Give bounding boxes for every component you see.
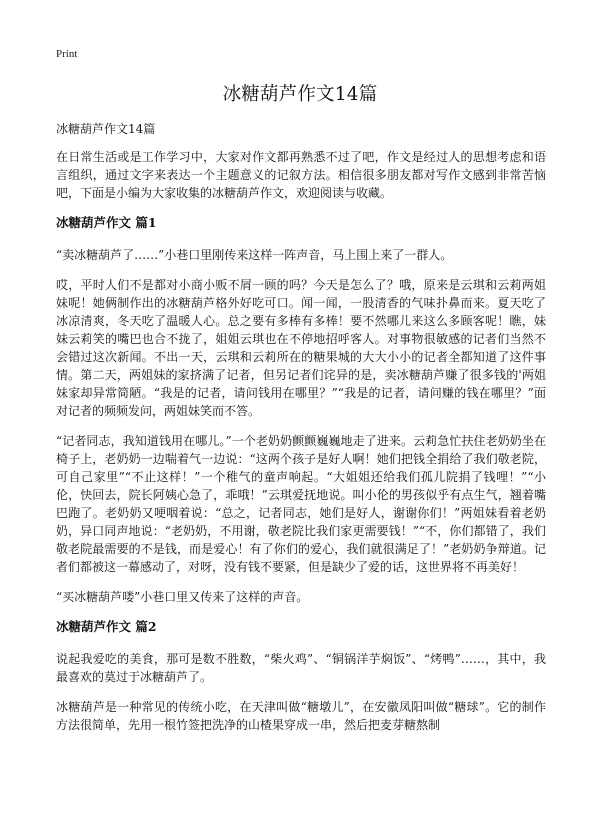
section-2-paragraph-2: 冰糖葫芦是一种常见的传统小吃，在天津叫做“糖墩儿”，在安徽凤阳叫做“糖球”。它的制作方法很简单，先用一根竹签把洗净的山楂果穿成一串，然后把麦芽糖熬制 [56, 700, 546, 732]
intro-paragraph: 在日常生活或是工作学习中，大家对作文都再熟悉不过了吧，作文是经过人的思想考虑和语言组织，通过文字来表达一个主题意义的记叙方法。相信很多朋友都对写作文感到非常苦恼吧，下面是小编为大家收集的冰糖葫芦作文，欢迎阅读与收藏。 [56, 150, 546, 200]
section-2-paragraph-1: 说起我爱吃的美食，那可是数不胜数，“柴火鸡”、“铜锅洋芋焖饭”、“烤鸭”……，其中，我最喜欢的莫过于冰糖葫芦了。 [56, 652, 546, 684]
section-heading-1: 冰糖葫芦作文 篇1 [56, 215, 157, 230]
section-1-paragraph-3: “记者同志，我知道钱用在哪儿。”一个老奶奶颤颤巍巍地走了进来。云莉急忙扶住老奶奶坐在椅子上，老奶奶一边喘着气一边说：“这两个孩子是好人啊！她们把钱全捐给了我们敬老院，可自己家里”“不止这样！”一个稚气的童声响起。“大姐姐还给我们孤儿院捐了钱哩！”“小伦，快回去，院长阿姨心急了，乖哦！”云琪爱抚地说。叫小伦的男孩似乎有点生气，翘着嘴巴跑了。老奶奶又哽咽着说：“总之，记者同志，她们是好人，谢谢你们！”两姐妹看着老奶奶，异口同声地说：“老奶奶，不用谢，敬老院比我们家更需要钱！”“不，你们都错了，我们敬老院最需要的不是钱，而是爱心！有了你们的爱心，我们就很满足了！”老奶奶争辩道。记者们都被这一幕感动了，对呀，没有钱不要紧，但是缺少了爱的话，这世界将不再美好！ [56, 434, 546, 574]
section-1-paragraph-1: “卖冰糖葫芦了……”小巷口里刚传来这样一阵声音，马上围上来了一群人。 [56, 248, 453, 262]
print-link[interactable]: Print [56, 48, 78, 60]
section-1-paragraph-2: 哎，平时人们不是都对小商小贩不屑一顾的吗？今天是怎么了？哦，原来是云琪和云莉两姐妹呢！她俩制作出的冰糖葫芦格外好吃可口。闻一闻，一股清香的气味扑鼻而来。夏天吃了冰凉清爽，冬天吃了温暖人心。总之要有多棒有多棒！要不然哪儿来这么多顾客呢！瞧，妹妹云莉笑的嘴巴也合不拢了，姐姐云琪也在不停地招呼客人。对事物很敏感的记者们当然不会错过这次新闻。不出一天，云琪和云莉所在的糖果城的大大小小的记者全都知道了这件事情。第二天，两姐妹的家挤满了记者，但另记者们诧异的是，卖冰糖葫芦赚了很多钱的'两姐妹家却异常简陋。“我是的记者，请问钱用在哪里？”“我是的记者，请问赚的钱在哪里？”面对记者的频频发问，两姐妹笑而不答。 [56, 278, 546, 418]
article-subtitle: 冰糖葫芦作文14篇 [56, 122, 156, 136]
section-heading-2: 冰糖葫芦作文 篇2 [56, 619, 157, 634]
page-title: 冰糖葫芦作文14篇 [222, 84, 378, 105]
article-body [56, 120, 546, 746]
section-1-paragraph-4: “买冰糖葫芦喽”小巷口里又传来了这样的声音。 [56, 590, 309, 604]
